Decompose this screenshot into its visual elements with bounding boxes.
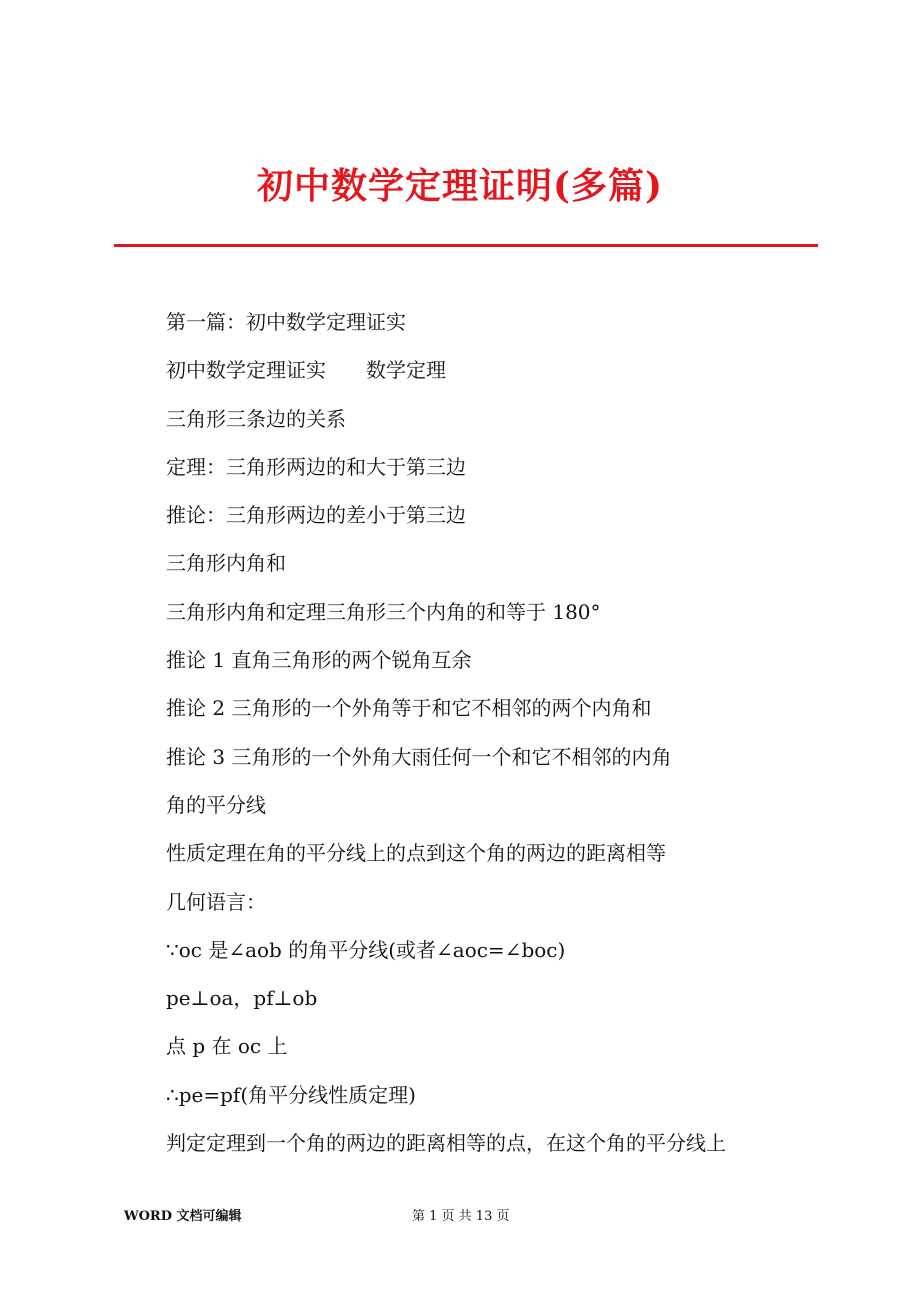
text-line: 推论 3 三角形的一个外角大雨任何一个和它不相邻的内角 <box>166 744 672 769</box>
text-line: ∵oc 是∠aob 的角平分线(或者∠aoc=∠boc) <box>166 937 566 962</box>
text-line: 推论 2 三角形的一个外角等于和它不相邻的两个内角和 <box>166 696 652 721</box>
document-body <box>166 302 806 1171</box>
text-line: 初中数学定理证实 数学定理 <box>166 358 446 383</box>
text-line: ∴pe=pf(角平分线性质定理) <box>166 1082 416 1107</box>
text-line: pe⊥oa，pf⊥ob <box>166 986 318 1011</box>
text-line: 角的平分线 <box>166 792 266 817</box>
text-line: 几何语言： <box>166 889 266 914</box>
page-footer <box>0 1207 920 1227</box>
text-line: 第一篇：初中数学定理证实 <box>166 310 406 334</box>
text-line: 推论：三角形两边的差小于第三边 <box>166 503 466 528</box>
footer-label: WORD 文档可编辑 <box>124 1209 242 1224</box>
text-line: 判定定理到一个角的两边的距离相等的点，在这个角的平分线上 <box>166 1131 726 1156</box>
text-line: 三角形内角和 <box>166 551 286 576</box>
text-line: 定理：三角形两边的和大于第三边 <box>166 454 466 479</box>
page-number: 第 1 页 共 13 页 <box>412 1209 510 1224</box>
text-line: 点 p 在 oc 上 <box>166 1034 288 1059</box>
title-divider <box>114 244 818 247</box>
text-line: 推论 1 直角三角形的两个锐角互余 <box>166 648 472 673</box>
document-title: 初中数学定理证明(多篇) <box>256 165 664 207</box>
text-line: 性质定理在角的平分线上的点到这个角的两边的距离相等 <box>166 841 666 866</box>
text-line: 三角形内角和定理三角形三个内角的和等于 180° <box>166 599 601 624</box>
text-line: 三角形三条边的关系 <box>166 406 346 431</box>
